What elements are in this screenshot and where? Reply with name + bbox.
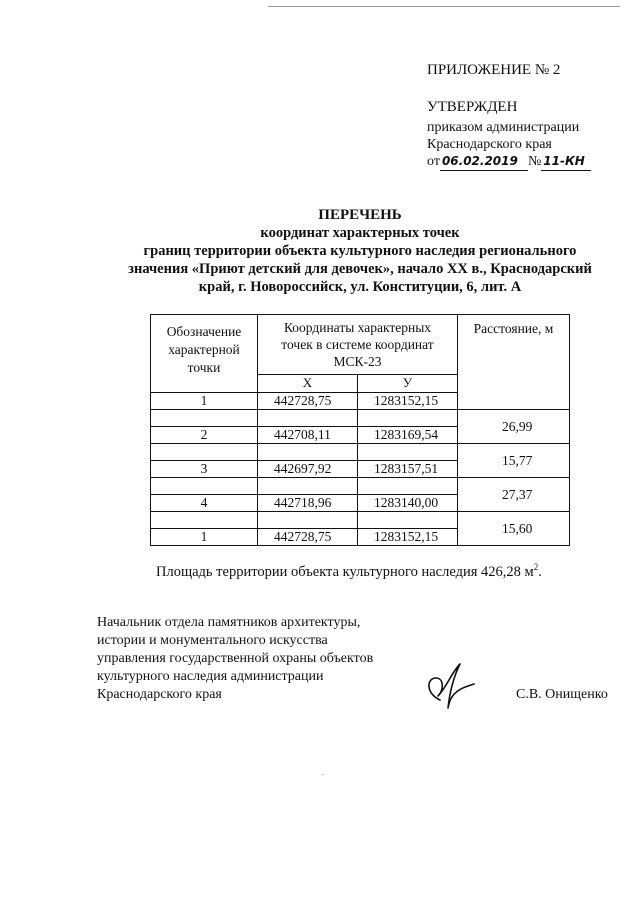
cell-y: 1283140,00 xyxy=(358,495,458,512)
cell-distance: 27,37 xyxy=(458,478,570,512)
header-y: У xyxy=(358,374,458,392)
document-title xyxy=(60,206,640,296)
table-row: 1 xyxy=(151,529,258,546)
table-row: 4 xyxy=(151,495,258,512)
cell-y: 1283152,15 xyxy=(358,529,458,546)
cell-distance: 15,77 xyxy=(458,444,570,478)
header-x: X xyxy=(258,374,358,392)
approved-label: УТВЕРЖДЕН xyxy=(427,99,518,115)
title-line-4: значения «Приют детский для девочек», начало XX в., Краснодарский xyxy=(128,261,592,277)
cell-distance: 26,99 xyxy=(458,410,570,444)
cell-x: 442697,92 xyxy=(258,461,358,478)
coordinates-table xyxy=(150,314,570,546)
order-from: от xyxy=(427,154,440,169)
title-line-5: край, г. Новороссийск, ул. Конституции, 6, лит. А xyxy=(198,279,522,295)
cell-x: 442708,11 xyxy=(258,427,358,444)
header-coordinates: Координаты характерных точек в системе координат МСК-23 xyxy=(258,315,458,375)
handwritten-signature xyxy=(420,660,476,712)
title-line-2: координат характерных точек xyxy=(260,225,460,241)
table-row: 1 xyxy=(151,393,258,410)
order-line-1: приказом администрации xyxy=(427,120,580,135)
appendix-label: ПРИЛОЖЕНИЕ № 2 xyxy=(427,62,561,78)
cell-y: 1283169,54 xyxy=(358,427,458,444)
signer-position: Начальник отдела памятников архитектуры, истории и монументального искусства управления государственной охраны объектов культурного наследия администрации Краснодарского края xyxy=(97,615,374,702)
top-edge-line xyxy=(268,6,620,7)
cell-y: 1283152,15 xyxy=(358,393,458,410)
order-date: 06.02.2019 xyxy=(440,153,528,171)
cell-distance: 15,60 xyxy=(458,512,570,546)
order-line-3 xyxy=(427,153,591,171)
signer-name: С.В. Онищенко xyxy=(516,687,608,702)
order-number: 11-КН xyxy=(541,153,591,171)
table-row: 3 xyxy=(151,461,258,478)
title-line-3: границ территории объекта культурного наследия регионального xyxy=(143,243,577,259)
header-point: Обозначение характерной точки xyxy=(151,315,258,393)
cell-x: 442728,75 xyxy=(258,529,358,546)
header-distance: Расстояние, м xyxy=(458,315,570,410)
order-no-label: № xyxy=(527,154,542,169)
cell-x: 442718,96 xyxy=(258,495,358,512)
order-block xyxy=(427,119,591,171)
scan-speck xyxy=(322,774,324,775)
cell-y: 1283157,51 xyxy=(358,461,458,478)
table-row: 2 xyxy=(151,427,258,444)
order-line-2: Краснодарского края xyxy=(427,137,552,152)
title-line-1: ПЕРЕЧЕНЬ xyxy=(318,207,402,223)
cell-x: 442728,75 xyxy=(258,393,358,410)
area-statement: Площадь территории объекта культурного наследия 426,28 $м^2$. xyxy=(156,562,542,580)
